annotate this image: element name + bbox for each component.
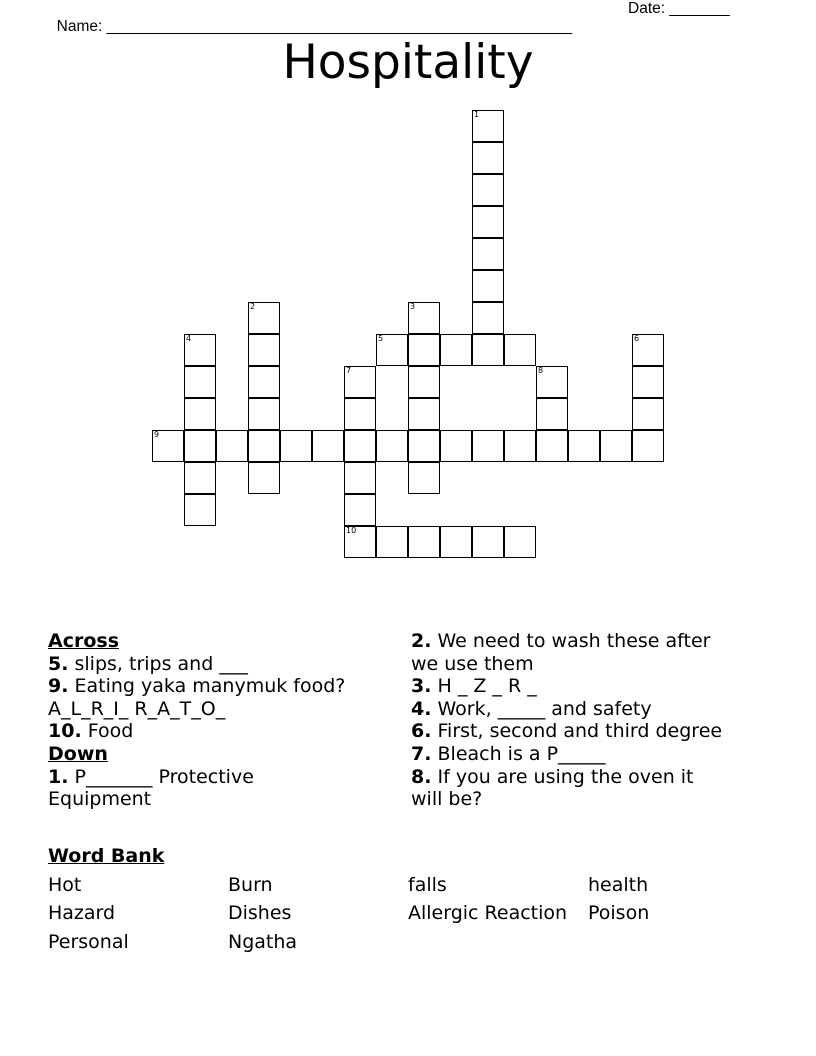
crossword-cell[interactable] bbox=[472, 142, 504, 174]
crossword-cell[interactable] bbox=[408, 398, 440, 430]
crossword-cell[interactable] bbox=[472, 302, 504, 334]
crossword-cell[interactable] bbox=[152, 430, 184, 462]
crossword-cell[interactable] bbox=[408, 334, 440, 366]
cell-number: 8 bbox=[538, 366, 544, 375]
crossword-cell[interactable] bbox=[536, 366, 568, 398]
word-bank-item: Hazard bbox=[48, 902, 116, 924]
clue-down-6: 6. First, second and third degree bbox=[411, 720, 723, 743]
page-title: Hospitality bbox=[282, 35, 534, 90]
crossword-cell[interactable] bbox=[632, 430, 664, 462]
crossword-cell[interactable] bbox=[184, 398, 216, 430]
crossword-cell[interactable] bbox=[504, 526, 536, 558]
crossword-cell[interactable] bbox=[344, 494, 376, 526]
clue-down-3: 3. H _ Z _ R _ bbox=[411, 675, 537, 698]
crossword-cell[interactable] bbox=[568, 430, 600, 462]
crossword-cell[interactable] bbox=[408, 462, 440, 494]
cell-number: 2 bbox=[250, 302, 256, 311]
date-field[interactable]: Date: _______ bbox=[628, 0, 730, 17]
crossword-cell[interactable] bbox=[472, 238, 504, 270]
clue-down-1: 1. P_______ Protective Equipment bbox=[48, 765, 254, 811]
crossword-cell[interactable] bbox=[344, 462, 376, 494]
crossword-cell[interactable] bbox=[248, 302, 280, 334]
crossword-cell[interactable] bbox=[184, 430, 216, 462]
crossword-cell[interactable] bbox=[440, 430, 472, 462]
word-bank-item: health bbox=[588, 874, 649, 896]
crossword-cell[interactable] bbox=[600, 430, 632, 462]
clue-down-7: 7. Bleach is a P_____ bbox=[411, 742, 606, 765]
word-bank-item: Hot bbox=[48, 874, 82, 896]
across-header: Across bbox=[48, 630, 120, 652]
crossword-cell[interactable] bbox=[312, 430, 344, 462]
crossword-cell[interactable] bbox=[504, 334, 536, 366]
clue-down-4: 4. Work, _____ and safety bbox=[411, 697, 652, 720]
cell-number: 7 bbox=[346, 366, 352, 375]
clue-down-2: 2. We need to wash these after we use them bbox=[411, 630, 711, 675]
down-header: Down bbox=[48, 742, 108, 765]
crossword-cell[interactable] bbox=[344, 398, 376, 430]
clue-across-5: 5. slips, trips and ___ bbox=[48, 652, 248, 675]
cell-number: 10 bbox=[346, 526, 357, 535]
crossword-cell[interactable] bbox=[632, 398, 664, 430]
crossword-cell[interactable] bbox=[184, 462, 216, 494]
cell-number: 6 bbox=[634, 334, 640, 343]
crossword-cell[interactable] bbox=[472, 110, 504, 142]
clues-column-left bbox=[48, 630, 388, 811]
crossword-cell[interactable] bbox=[472, 334, 504, 366]
crossword-cell[interactable] bbox=[536, 430, 568, 462]
crossword-cell[interactable] bbox=[536, 398, 568, 430]
word-bank-item: Burn bbox=[228, 874, 273, 896]
word-bank-item: Ngatha bbox=[228, 931, 298, 953]
word-bank-item: falls bbox=[408, 874, 447, 896]
crossword-cell[interactable] bbox=[472, 206, 504, 238]
crossword-cell[interactable] bbox=[344, 526, 376, 558]
crossword-cell[interactable] bbox=[472, 430, 504, 462]
cell-number: 9 bbox=[154, 430, 160, 439]
clue-across-10: 10. Food bbox=[48, 720, 134, 743]
crossword-cell[interactable] bbox=[376, 526, 408, 558]
word-bank-item: Dishes bbox=[228, 902, 292, 924]
cell-number: 3 bbox=[410, 302, 416, 311]
word-bank-title: Word Bank bbox=[48, 845, 165, 867]
crossword-cell[interactable] bbox=[376, 334, 408, 366]
word-bank-item: Personal bbox=[48, 931, 129, 953]
clue-down-8: 8. If you are using the oven it will be? bbox=[411, 765, 694, 811]
crossword-cell[interactable] bbox=[440, 334, 472, 366]
crossword-cell[interactable] bbox=[216, 430, 248, 462]
crossword-cell[interactable] bbox=[184, 334, 216, 366]
crossword-cell[interactable] bbox=[440, 526, 472, 558]
crossword-cell[interactable] bbox=[344, 366, 376, 398]
crossword-cell[interactable] bbox=[408, 302, 440, 334]
clue-across-9: 9. Eating yaka manymuk food? A_L_R_I_ R_A_T_O_ bbox=[48, 675, 346, 720]
crossword-cell[interactable] bbox=[472, 174, 504, 206]
cell-number: 4 bbox=[186, 334, 192, 343]
crossword-cell[interactable] bbox=[248, 334, 280, 366]
crossword-cell[interactable] bbox=[408, 430, 440, 462]
crossword-cell[interactable] bbox=[408, 366, 440, 398]
clues-column-right bbox=[411, 630, 771, 811]
word-bank-item: Poison bbox=[588, 902, 650, 924]
crossword-cell[interactable] bbox=[248, 366, 280, 398]
crossword-cell[interactable] bbox=[248, 398, 280, 430]
word-bank-item: Allergic Reaction bbox=[408, 902, 568, 924]
crossword-cell[interactable] bbox=[632, 334, 664, 366]
crossword-cell[interactable] bbox=[344, 430, 376, 462]
crossword-cell[interactable] bbox=[184, 366, 216, 398]
name-field[interactable]: Name: ______________________________________________________ bbox=[56, 18, 573, 35]
crossword-cell[interactable] bbox=[248, 462, 280, 494]
crossword-cell[interactable] bbox=[184, 494, 216, 526]
crossword-cell[interactable] bbox=[408, 526, 440, 558]
crossword-cell[interactable] bbox=[376, 430, 408, 462]
crossword-cell[interactable] bbox=[472, 270, 504, 302]
crossword-cell[interactable] bbox=[248, 430, 280, 462]
crossword-cell[interactable] bbox=[632, 366, 664, 398]
crossword-cell[interactable] bbox=[472, 526, 504, 558]
crossword-cell[interactable] bbox=[504, 430, 536, 462]
cell-number: 1 bbox=[474, 110, 480, 119]
crossword-cell[interactable] bbox=[280, 430, 312, 462]
cell-number: 5 bbox=[378, 334, 384, 343]
